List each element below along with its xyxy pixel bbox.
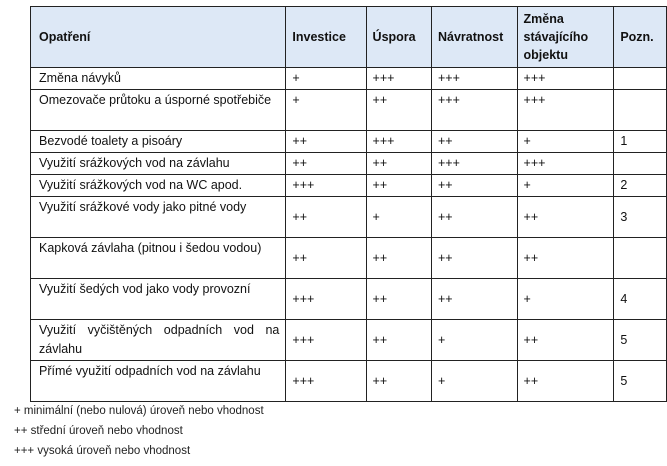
cell-note [614, 68, 667, 90]
cell-note [614, 238, 667, 279]
cell-saving: ++ [366, 153, 431, 175]
cell-measure: Využití srážkových vod na WC apod. [31, 175, 286, 197]
cell-note: 2 [614, 175, 667, 197]
cell-building-change: + [517, 131, 614, 153]
table-row [31, 90, 667, 131]
cell-building-change: ++ [517, 238, 614, 279]
cell-investment: + [286, 90, 366, 131]
cell-building-change: + [517, 279, 614, 320]
cell-measure: Využití srážkových vod na závlahu [31, 153, 286, 175]
water-saving-measures-table [30, 6, 667, 402]
cell-saving: ++ [366, 90, 431, 131]
cell-note: 5 [614, 361, 667, 402]
cell-payback: + [431, 361, 517, 402]
legend-high: +++ vysoká úroveň nebo vhodnost [14, 445, 191, 457]
header-payback: Návratnost [431, 7, 517, 68]
cell-investment: ++ [286, 131, 366, 153]
table-row [31, 361, 667, 402]
cell-payback: ++ [431, 197, 517, 238]
legend-medium: ++ střední úroveň nebo vhodnost [14, 425, 183, 437]
cell-measure: Bezvodé toalety a pisoáry [31, 131, 286, 153]
cell-building-change: ++ [517, 320, 614, 361]
cell-measure: Přímé využití odpadních vod na závlahu [31, 361, 286, 402]
cell-investment: ++ [286, 238, 366, 279]
cell-investment: + [286, 68, 366, 90]
cell-measure: Využití srážkové vody jako pitné vody [31, 197, 286, 238]
cell-payback: + [431, 320, 517, 361]
cell-measure: Změna návyků [31, 68, 286, 90]
cell-saving: +++ [366, 68, 431, 90]
table-header-row [31, 7, 667, 68]
cell-investment: ++ [286, 153, 366, 175]
cell-saving: + [366, 197, 431, 238]
cell-building-change: ++ [517, 197, 614, 238]
cell-payback: ++ [431, 131, 517, 153]
cell-measure: Omezovače průtoku a úsporné spotřebiče [31, 90, 286, 131]
cell-note: 3 [614, 197, 667, 238]
header-note: Pozn. [614, 7, 667, 68]
cell-note: 1 [614, 131, 667, 153]
legend-low: + minimální (nebo nulová) úroveň nebo vhodnost [14, 405, 264, 417]
cell-note [614, 90, 667, 131]
cell-payback: +++ [431, 153, 517, 175]
table-row [31, 320, 667, 361]
cell-building-change: ++ [517, 361, 614, 402]
table-row [31, 279, 667, 320]
cell-payback: ++ [431, 238, 517, 279]
table-row [31, 131, 667, 153]
cell-measure: Využití vyčištěných odpadních vod na závlahu [31, 320, 286, 361]
header-measure: Opatření [31, 7, 286, 68]
header-investment: Investice [286, 7, 366, 68]
cell-building-change: +++ [517, 153, 614, 175]
cell-payback: +++ [431, 90, 517, 131]
cell-payback: ++ [431, 279, 517, 320]
cell-investment: +++ [286, 279, 366, 320]
table-row [31, 175, 667, 197]
cell-note: 4 [614, 279, 667, 320]
cell-payback: +++ [431, 68, 517, 90]
cell-measure: Kapková závlaha (pitnou i šedou vodou) [31, 238, 286, 279]
cell-building-change: +++ [517, 90, 614, 131]
cell-saving: ++ [366, 279, 431, 320]
cell-saving: ++ [366, 175, 431, 197]
table-row [31, 68, 667, 90]
cell-investment: +++ [286, 320, 366, 361]
cell-investment: ++ [286, 197, 366, 238]
table-row [31, 197, 667, 238]
header-saving: Úspora [366, 7, 431, 68]
table-row [31, 153, 667, 175]
cell-saving: ++ [366, 361, 431, 402]
cell-measure: Využití šedých vod jako vody provozní [31, 279, 286, 320]
cell-saving: +++ [366, 131, 431, 153]
measures-table-container [30, 6, 667, 402]
table-row [31, 238, 667, 279]
cell-note [614, 153, 667, 175]
cell-payback: ++ [431, 175, 517, 197]
cell-building-change: + [517, 175, 614, 197]
cell-note: 5 [614, 320, 667, 361]
cell-investment: +++ [286, 175, 366, 197]
cell-building-change: +++ [517, 68, 614, 90]
cell-saving: ++ [366, 320, 431, 361]
header-building-change: Změna stávajícího objektu [517, 7, 614, 68]
cell-saving: ++ [366, 238, 431, 279]
cell-investment: +++ [286, 361, 366, 402]
